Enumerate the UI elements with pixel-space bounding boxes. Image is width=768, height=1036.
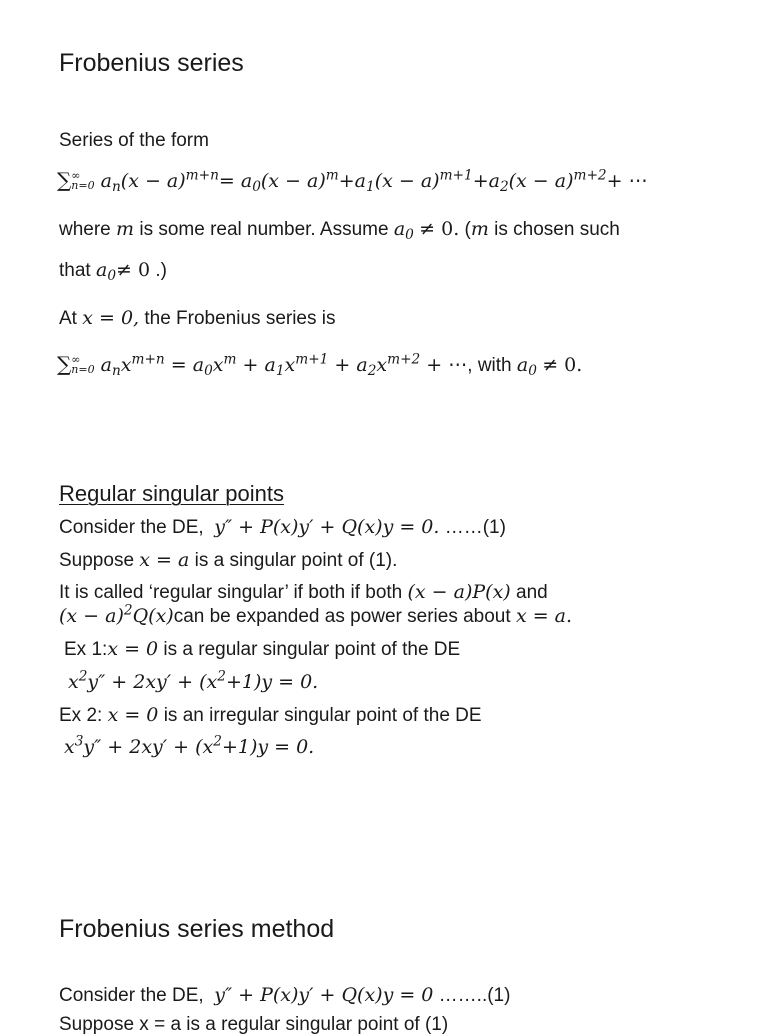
that-a0-line: that $a_0\ne 0$ .) [59,259,167,285]
example-1-equation: $x^2y'' + 2xy' + (x^2+1)y = 0$. [68,668,319,693]
section-title-regular-singular-points: Regular singular points [59,481,285,506]
where-m-line: where m is some real number. Assume $a_0 \ne 0$. (m is chosen such [59,218,620,244]
general-frobenius-series: ∑ ∞ n=0 $a_n(x - a)^{m+n}= a_0(x - a)^m+a_1(x - a)^{m+1}+a_2(x - a)^{m+2}+$ ⋯ [57,167,648,196]
example-2-statement: Ex 2: x = 0 is an irregular singular point of the DE [59,704,482,726]
expansion-condition-line: $(x - a)^2Q(x)can$ be expanded as power series about x = a. [59,602,573,627]
zero-frobenius-series: ∑ ∞ n=0 $a_nx^{m+n} = a_0x^m + a_1x^{m+1} + a_2x^{m+2}$ + ⋯, with $a_0 \ne 0$. [57,351,583,380]
at-x-zero-line: At x = 0, the Frobenius series is [59,307,336,329]
method-consider-de-line: Consider the DE, y″ + P(x)y′ + Q(x)y = 0 ……..(1) [59,984,511,1006]
sum-limits: ∞ n=0 [71,169,95,192]
section-title-frobenius-series: Frobenius series [59,49,244,77]
suppose-singular-line: Suppose x = a is a singular point of (1). [59,549,398,571]
sigma-symbol: ∑ [57,168,72,192]
regular-singular-definition: It is called ‘regular singular’ if both if both (x − a)P(x) and [59,581,548,603]
sigma-symbol: ∑ [57,352,72,376]
cut-off-suppose-line: Suppose x = a is a regular singular point of (1) [59,1014,449,1035]
section-title-frobenius-method: Frobenius series method [59,915,335,943]
example-2-equation: $x^3y'' + 2xy' + (x^2+1)y = 0$. [64,733,315,758]
example-1-statement: Ex 1:x = 0 is a regular singular point of the DE [64,638,461,660]
series-of-form-text: Series of the form [59,130,209,151]
sum-limits: ∞ n=0 [71,353,95,376]
consider-de-line: Consider the DE, y″ + P(x)y′ + Q(x)y = 0. ……(1) [59,516,506,538]
